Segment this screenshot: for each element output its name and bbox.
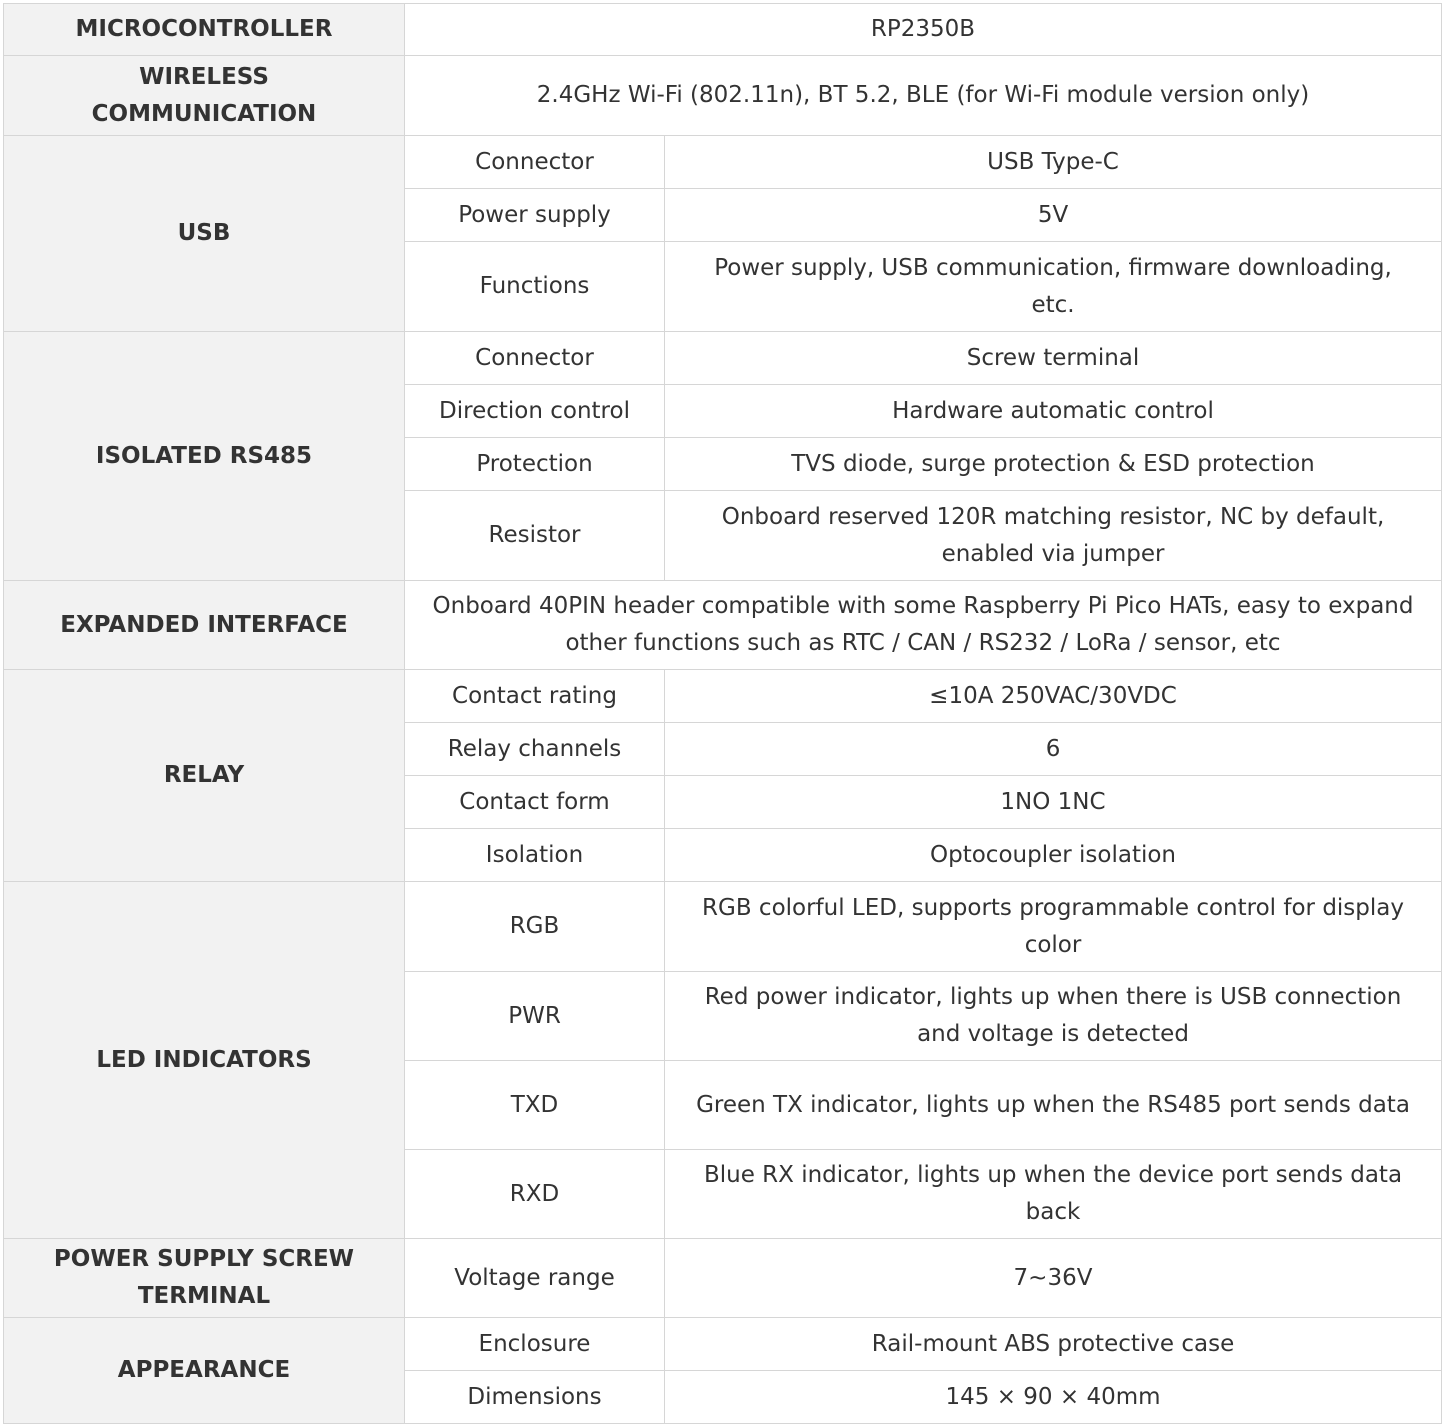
spec-key: Voltage range [405, 1239, 665, 1318]
table-row [4, 332, 1442, 385]
spec-key: Isolation [405, 829, 665, 882]
spec-value: Optocoupler isolation [665, 829, 1442, 882]
spec-key: Direction control [405, 385, 665, 438]
table-row [4, 882, 1442, 972]
spec-value: Onboard 40PIN header compatible with some Raspberry Pi Pico HATs, easy to expand other functions such as RTC / CAN / RS232 / LoRa / sensor, etc [405, 581, 1442, 670]
table-row [4, 1318, 1442, 1371]
category-isolated-rs485: ISOLATED RS485 [4, 332, 405, 581]
spec-table [3, 3, 1442, 1424]
spec-value: RP2350B [405, 4, 1442, 56]
spec-key: Resistor [405, 491, 665, 581]
spec-key: Functions [405, 242, 665, 332]
table-row [4, 1239, 1442, 1318]
spec-value: Onboard reserved 120R matching resistor, NC by default, enabled via jumper [665, 491, 1442, 581]
spec-key: Contact rating [405, 670, 665, 723]
spec-value: TVS diode, surge protection & ESD protection [665, 438, 1442, 491]
spec-value: RGB colorful LED, supports programmable control for display color [665, 882, 1442, 972]
category-wireless-communication: WIRELESS COMMUNICATION [4, 56, 405, 136]
spec-value: Power supply, USB communication, firmware downloading, etc. [665, 242, 1442, 332]
spec-value: Blue RX indicator, lights up when the device port sends data back [665, 1150, 1442, 1239]
spec-key: Protection [405, 438, 665, 491]
spec-value: ≤10A 250VAC/30VDC [665, 670, 1442, 723]
spec-key: Enclosure [405, 1318, 665, 1371]
spec-key: PWR [405, 972, 665, 1061]
spec-key: Connector [405, 332, 665, 385]
spec-value: 2.4GHz Wi-Fi (802.11n), BT 5.2, BLE (for Wi-Fi module version only) [405, 56, 1442, 136]
category-led-indicators: LED INDICATORS [4, 882, 405, 1239]
spec-value: USB Type-C [665, 136, 1442, 189]
spec-value: 1NO 1NC [665, 776, 1442, 829]
spec-key: Contact form [405, 776, 665, 829]
spec-value: 6 [665, 723, 1442, 776]
table-row [4, 581, 1442, 670]
spec-key: Relay channels [405, 723, 665, 776]
spec-key: Dimensions [405, 1371, 665, 1424]
spec-value: Red power indicator, lights up when there is USB connection and voltage is detected [665, 972, 1442, 1061]
spec-value: 5V [665, 189, 1442, 242]
spec-key: TXD [405, 1061, 665, 1150]
spec-key: RXD [405, 1150, 665, 1239]
category-expanded-interface: EXPANDED INTERFACE [4, 581, 405, 670]
spec-value: Screw terminal [665, 332, 1442, 385]
table-row [4, 56, 1442, 136]
spec-value: 7~36V [665, 1239, 1442, 1318]
spec-key: Power supply [405, 189, 665, 242]
table-row [4, 670, 1442, 723]
category-appearance: APPEARANCE [4, 1318, 405, 1424]
spec-key: RGB [405, 882, 665, 972]
table-row [4, 136, 1442, 189]
category-usb: USB [4, 136, 405, 332]
spec-value: Hardware automatic control [665, 385, 1442, 438]
category-relay: RELAY [4, 670, 405, 882]
category-power-supply-screw-terminal: POWER SUPPLY SCREW TERMINAL [4, 1239, 405, 1318]
category-microcontroller: MICROCONTROLLER [4, 4, 405, 56]
spec-value: Rail-mount ABS protective case [665, 1318, 1442, 1371]
spec-value: Green TX indicator, lights up when the RS485 port sends data [665, 1061, 1442, 1150]
table-row [4, 4, 1442, 56]
spec-key: Connector [405, 136, 665, 189]
spec-value: 145 × 90 × 40mm [665, 1371, 1442, 1424]
